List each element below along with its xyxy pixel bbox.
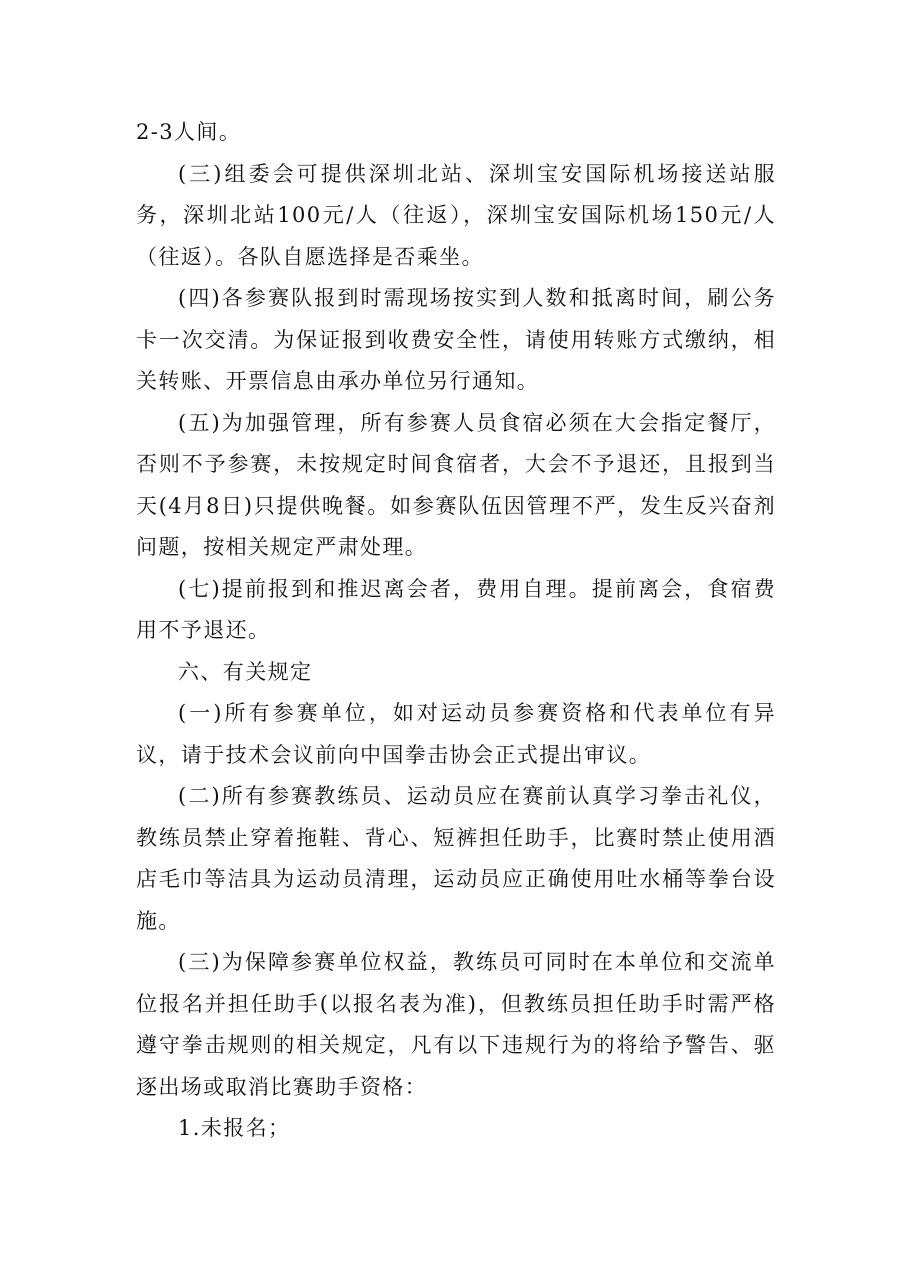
paragraph-payment: (四)各参赛队报到时需现场按实到人数和抵离时间，刷公务卡一次交清。为保证报到收费安全性，请使用转账方式缴纳，相关转账、开票信息由承办单位另行通知。: [136, 286, 776, 393]
paragraph-continuation: 2-3人间。: [136, 120, 242, 144]
paragraph-eligibility-objection: (一)所有参赛单位，如对运动员参赛资格和代表单位有异议，请于技术会议前向中国拳击协会正式提出审议。: [136, 701, 776, 767]
paragraph-coach-assistant: (三)为保障参赛单位权益，教练员可同时在本单位和交流单位报名并担任助手(以报名表为准)，但教练员担任助手时需严格遵守拳击规则的相关规定，凡有以下违规行为的将给予警告、驱逐出场或取消比赛助手资格：: [136, 950, 776, 1099]
document-body: [136, 112, 776, 1150]
paragraph-shuttle-service: (三)组委会可提供深圳北站、深圳宝安国际机场接送站服务，深圳北站100元/人（往返），深圳宝安国际机场150元/人（往返）。各队自愿选择是否乘坐。: [136, 161, 776, 269]
paragraph-meals-management: (五)为加强管理，所有参赛人员食宿必须在大会指定餐厅，否则不予参赛，未按规定时间食宿者，大会不予退还，且报到当天(4月8日)只提供晚餐。如参赛队伍因管理不严，发生反兴奋剂问题，按相关规定严肃处理。: [136, 410, 776, 559]
paragraph-boxing-etiquette: (二)所有参赛教练员、运动员应在赛前认真学习拳击礼仪，教练员禁止穿着拖鞋、背心、短裤担任助手，比赛时禁止使用酒店毛巾等洁具为运动员清理，运动员应正确使用吐水桶等拳台设施。: [136, 784, 776, 933]
section-heading-regulations: 六、有关规定: [178, 659, 313, 684]
paragraph-early-arrival: (七)提前报到和推迟离会者，费用自理。提前离会，食宿费用不予退还。: [136, 576, 776, 642]
list-item-unregistered: 1.未报名；: [178, 1116, 291, 1140]
